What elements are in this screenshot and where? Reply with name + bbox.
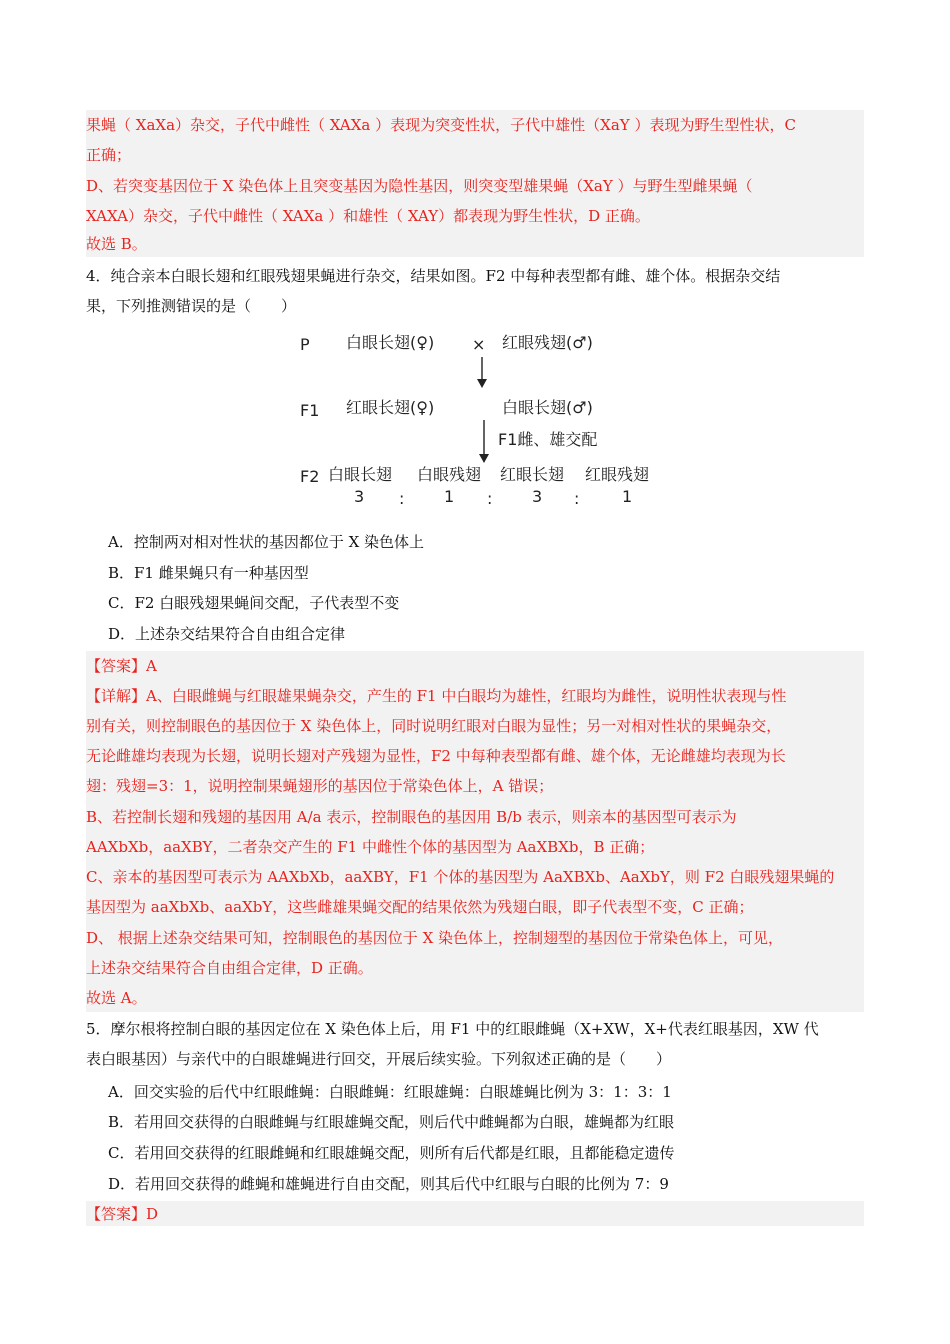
answer-label: 【答案】A	[86, 657, 157, 675]
text-line: 果，下列推测错误的是（ ）	[86, 297, 297, 315]
f1-cross-note: F1雌、雄交配	[498, 430, 598, 449]
text-line: 5．摩尔根将控制白眼的基因定位在 X 染色体上后，用 F1 中的红眼雌蝇（X+XW，X+代表红眼基因，XW 代	[86, 1020, 819, 1038]
text-line: AAXbXb，aaXBY，二者杂交产生的 F1 中雌性个体的基因型为 AaXBXb，B 正确；	[86, 838, 655, 856]
ratio-separator: :	[574, 489, 580, 508]
f1-male: 白眼长翅(♂)	[502, 398, 593, 417]
text-line: C、亲本的基因型可表示为 AAXbXb，aaXBY，F1 个体的基因型为 AaXBXb、AaXbY，则 F2 白眼残翅果蝇的	[86, 868, 835, 886]
question-4-stem	[86, 261, 864, 321]
text-line: 表白眼基因）与亲代中的白眼雄蝇进行回交，开展后续实验。下列叙述正确的是（ ）	[86, 1050, 672, 1068]
question-4-explanation	[86, 651, 864, 1012]
f2-label: F2	[300, 467, 320, 486]
question-4-options	[86, 527, 864, 651]
text-line: 别有关，则控制眼色的基因位于 X 染色体上，同时说明红眼对白眼为显性；另一对相对性状的果蝇杂交，	[86, 717, 782, 735]
cross-symbol: ×	[472, 335, 486, 354]
text-line: D、 根据上述杂交结果可知，控制眼色的基因位于 X 染色体上，控制翅型的基因位于常染色体上，可见，	[86, 929, 784, 947]
option-c: C．F2 白眼残翅果蝇间交配，子代表型不变	[108, 594, 400, 612]
option-b: B．F1 雌果蝇只有一种基因型	[108, 564, 309, 582]
text-line: 上述杂交结果符合自由组合定律，D 正确。	[86, 959, 373, 977]
text-line: 【详解】A、白眼雌蝇与红眼雄果蝇杂交，产生的 F1 中白眼均为雄性，红眼均为雌性，说明性状表现与性	[86, 687, 787, 705]
text-line: D、若突变基因位于 X 染色体上且突变基因为隐性基因，则突变型雄果蝇（XaY ）与野生型雌果蝇（	[86, 177, 753, 195]
question-5-stem	[86, 1014, 864, 1074]
text-line: 基因型为 aaXbXb、aaXbY，这些雌雄果蝇交配的结果依然为残翅白眼，即子代表型不变，C 正确；	[86, 898, 754, 916]
f2-ratio-value: 1	[622, 487, 633, 506]
f2-ratio-value: 1	[444, 487, 455, 506]
question-5-answer	[86, 1201, 864, 1226]
f2-type: 白眼长翅	[328, 465, 393, 484]
conclusion: 故选 B。	[86, 235, 147, 253]
cross-diagram	[294, 327, 674, 512]
text-line: B、若控制长翅和残翅的基因用 A/a 表示，控制眼色的基因用 B/b 表示，则亲本的基因型可表示为	[86, 808, 737, 826]
ratio-separator: :	[487, 489, 493, 508]
down-arrow-icon	[472, 357, 492, 389]
answer-label: 【答案】D	[86, 1205, 159, 1223]
down-arrow-icon	[474, 420, 494, 464]
text-line: 无论雌雄均表现为长翅，说明长翅对产残翅为显性，F2 中每种表型都有雌、雄个体，无论雌雄均表现为长	[86, 747, 786, 765]
option-b: B．若用回交获得的白眼雌蝇与红眼雄蝇交配，则后代中雌蝇都为白眼，雄蝇都为红眼	[108, 1113, 675, 1131]
p-male: 红眼残翅(♂)	[502, 333, 593, 352]
text-line: 果蝇（ XaXa）杂交，子代中雌性（ XAXa ）表现为突变性状，子代中雄性（XaY ）表现为野生型性状，C	[86, 116, 796, 134]
text-line: 正确；	[86, 146, 132, 164]
conclusion: 故选 A。	[86, 989, 147, 1007]
f1-label: F1	[300, 401, 320, 420]
ratio-separator: :	[399, 489, 405, 508]
f1-female: 红眼长翅(♀)	[346, 398, 435, 417]
f2-ratio-value: 3	[532, 487, 543, 506]
p-label: P	[300, 335, 310, 354]
option-a: A．控制两对相对性状的基因都位于 X 染色体上	[108, 533, 425, 551]
text-line: XAXA）杂交，子代中雌性（ XAXa ）和雄性（ XAY）都表现为野生性状，D 正确。	[86, 207, 650, 225]
f2-type: 红眼长翅	[500, 465, 565, 484]
text-line: 4．纯合亲本白眼长翅和红眼残翅果蝇进行杂交，结果如图。F2 中每种表型都有雌、雄个体。根据杂交结	[86, 267, 781, 285]
option-d: D．若用回交获得的雌蝇和雄蝇进行自由交配，则其后代中红眼与白眼的比例为 7：9	[108, 1175, 669, 1193]
option-a: A．回交实验的后代中红眼雌蝇：白眼雌蝇：红眼雄蝇：白眼雄蝇比例为 3：1：3：1	[108, 1083, 672, 1101]
option-c: C．若用回交获得的红眼雌蝇和红眼雄蝇交配，则所有后代都是红眼，且都能稳定遗传	[108, 1144, 675, 1162]
f2-type: 红眼残翅	[585, 465, 650, 484]
p-female: 白眼长翅(♀)	[346, 333, 435, 352]
option-d: D．上述杂交结果符合自由组合定律	[108, 625, 346, 643]
question-5-options	[86, 1077, 864, 1201]
text-line: 翅：残翅=3：1，说明控制果蝇翅形的基因位于常染色体上，A 错误；	[86, 777, 554, 795]
prev-explanation	[86, 110, 864, 257]
f2-type: 白眼残翅	[417, 465, 482, 484]
f2-ratio-value: 3	[354, 487, 365, 506]
